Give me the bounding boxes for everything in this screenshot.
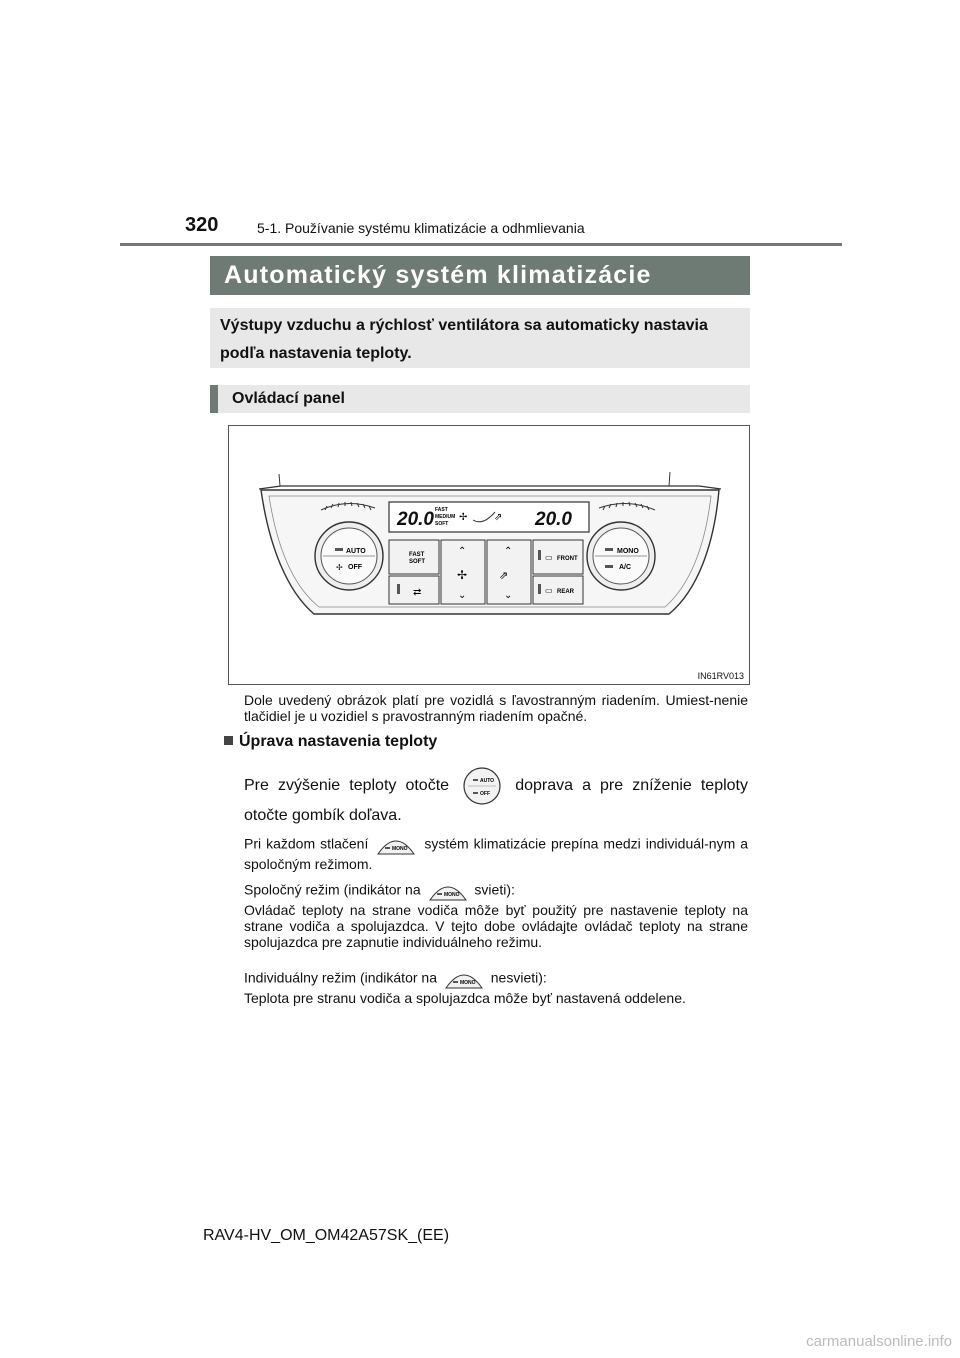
common-mode-paragraph: Spoločný režim (indikátor na MONO svieti): Ovládač teploty na strane vodiča môže byť použitý pre nastavenie teploty na strane vodiča a spolujazdca. V tejto dobe ovládajte ovládač teploty na strane spolujazdca pre zapnutie individuálneho režimu.: [244, 881, 748, 950]
airflow-mode-buttons[interactable]: [487, 540, 531, 604]
control-panel-figure: [228, 425, 750, 685]
display-airflow-icon: ⇗: [494, 512, 503, 523]
page-title: Automatický systém klimatizácie: [210, 256, 750, 295]
front-defroster-button[interactable]: [533, 540, 583, 574]
svg-text:FRONT: FRONT: [557, 556, 578, 562]
airflow-mode-icon: ⇗: [499, 570, 509, 582]
driver-temp-knob[interactable]: [315, 522, 383, 590]
off-label: OFF: [348, 564, 362, 571]
passenger-temp-knob[interactable]: [587, 522, 655, 590]
page-number: 320: [185, 214, 219, 236]
intro-box: Výstupy vzduchu a rýchlosť ventilátora sa automaticky nastavia podľa nastavenia teploty.: [210, 308, 750, 368]
footer-model-code: RAV4-HV_OM_OM42A57SK_(EE): [203, 1227, 450, 1244]
fast-soft-button[interactable]: [389, 540, 439, 574]
mono-indicator-icon: [444, 968, 484, 990]
rear-defogger-icon: ▭: [545, 586, 553, 595]
display-medium: MEDIUM: [435, 514, 456, 520]
svg-text:SOFT: SOFT: [409, 559, 425, 565]
knob-fan-icon: ✢: [336, 563, 343, 572]
display-fast: FAST: [435, 507, 448, 513]
fan-icon: ✢: [457, 568, 468, 582]
fan-speed-buttons[interactable]: [441, 540, 485, 604]
svg-text:FAST: FAST: [409, 552, 425, 558]
watermark: carmanualsonline.info: [806, 1333, 952, 1350]
mono-button-icon: [376, 834, 416, 856]
svg-text:MONO: MONO: [459, 980, 476, 986]
mode-up-icon: ⌃: [504, 546, 513, 557]
svg-text:REAR: REAR: [557, 589, 575, 595]
svg-text:AUTO: AUTO: [480, 778, 495, 784]
fan-down-icon: ⌄: [458, 590, 467, 601]
temperature-heading: Úprava nastavenia teploty: [224, 733, 437, 751]
subsection-heading: Ovládací panel: [210, 385, 750, 413]
mono-paragraph: Pri každom stlačení MONO systém klimatizácie prepína medzi individuál-nym a spoločným režimom.: [244, 835, 748, 872]
display-soft: SOFT: [435, 521, 449, 527]
figure-code: IN61RV013: [697, 671, 744, 681]
section-header: 5-1. Používanie systému klimatizácie a odhmlievania: [257, 220, 585, 236]
individual-mode-paragraph: Individuálny režim (indikátor na MONO nesvieti): Teplota pre stranu vodiča a spolujazdca môže byť nastavená oddelene.: [244, 969, 686, 1006]
control-panel-illustration: [229, 426, 751, 686]
mono-indicator-icon: [428, 880, 468, 902]
mono-label: MONO: [617, 548, 639, 555]
svg-text:OFF: OFF: [480, 791, 491, 797]
svg-text:MONO: MONO: [392, 846, 408, 852]
rear-defogger-button[interactable]: [533, 576, 583, 604]
mode-down-icon: ⌄: [504, 590, 513, 601]
ac-label: A/C: [619, 564, 632, 571]
display-right-temp: 20.0: [535, 509, 572, 530]
auto-label: AUTO: [346, 548, 366, 555]
header-rule: [120, 243, 842, 246]
temperature-paragraph: Pre zvýšenie teploty otočte AUTO OFF doprava a pre zníženie teploty otočte gombík doľava.: [244, 766, 748, 826]
recirculation-icon: ⇄: [413, 587, 422, 598]
recirculation-button[interactable]: [389, 576, 439, 604]
front-defroster-icon: ▭: [545, 553, 553, 562]
display-left-temp: 20.0: [397, 509, 434, 530]
svg-text:MONO: MONO: [443, 892, 460, 898]
display-fan-icon: ✢: [459, 512, 468, 523]
fan-up-icon: ⌃: [458, 546, 467, 557]
bullet-square-icon: [224, 736, 233, 745]
figure-note: Dole uvedený obrázok platí pre vozidlá s ľavostranným riadením. Umiest-nenie tlačidiel je u vozidiel s pravostranným riadením opačné.: [244, 692, 748, 724]
temp-knob-icon: [462, 766, 502, 806]
